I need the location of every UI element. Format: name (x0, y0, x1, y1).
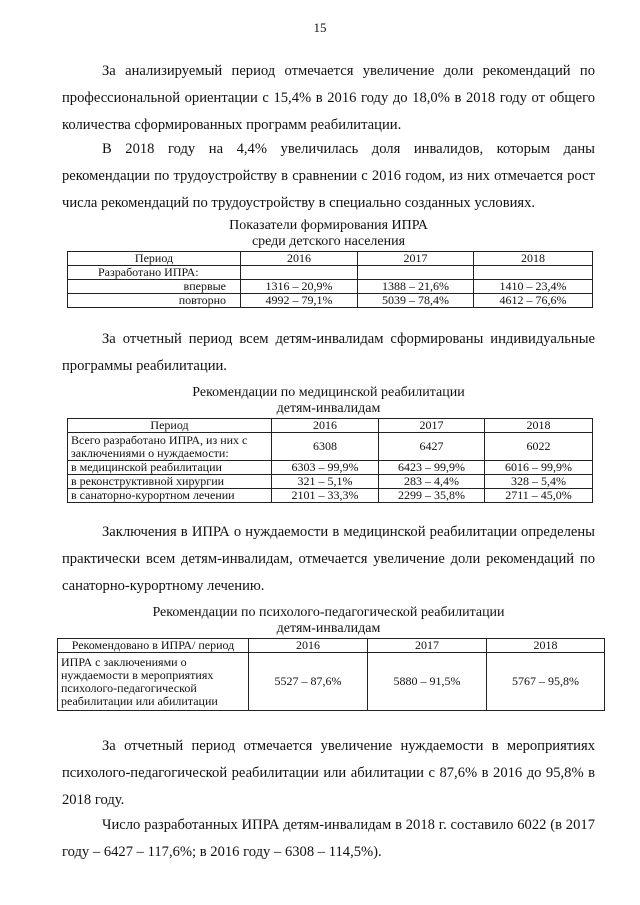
table-cell: повторно (68, 294, 241, 308)
table-header-cell: 2017 (358, 252, 474, 266)
table-row (68, 489, 593, 503)
table-cell: 2101 – 33,3% (272, 489, 379, 503)
table-cell: 5767 – 95,8% (487, 653, 605, 711)
table-medical-rehab (67, 418, 593, 503)
table-cell: 5527 – 87,6% (249, 653, 368, 711)
table-row (68, 461, 593, 475)
table-cell: 1388 – 21,6% (358, 280, 474, 294)
table-cell (241, 266, 358, 280)
table-row (68, 294, 593, 308)
table-header-cell: 2017 (379, 419, 485, 433)
table-subtitle: среди детского населения (251, 234, 406, 249)
table-cell: 4612 – 76,6% (474, 294, 593, 308)
table-cell: 2711 – 45,0% (485, 489, 593, 503)
table-header-cell: 2018 (485, 419, 593, 433)
table-subtitle: детям-инвалидам (276, 621, 381, 636)
table-header-cell: 2017 (368, 639, 487, 653)
table-header-row (68, 252, 593, 266)
table-cell: 4992 – 79,1% (241, 294, 358, 308)
table-cell: 283 – 4,4% (379, 475, 485, 489)
paragraph: Заключения в ИПРА о нуждаемости в медицинской реабилитации определены практически всем детям-инвалидам, отмечается увеличение доли рекомендаций по санаторно-курортному лечению. (62, 524, 595, 594)
table-title: Показатели формирования ИПРА (229, 218, 428, 233)
table-header-row (58, 639, 605, 653)
table-row (68, 280, 593, 294)
table-title: Рекомендации по медицинской реабилитации (192, 385, 465, 400)
table-cell: ИПРА с заключениями о нуждаемости в мероприятиях психолого-педагогической реабилитации или абилитации (58, 653, 249, 711)
table-cell: 5880 – 91,5% (368, 653, 487, 711)
table-cell: 6022 (485, 433, 593, 461)
table-header-cell: 2018 (474, 252, 593, 266)
table-cell: Разработано ИПРА: (68, 266, 241, 280)
paragraph: Число разработанных ИПРА детям-инвалидам в 2018 г. составило 6022 (в 2017 году – 6427 – 117,6%; в 2016 году – 6308 – 114,5%). (62, 817, 595, 860)
table-cell: впервые (68, 280, 241, 294)
table-ipra-children (67, 251, 593, 308)
paragraph: За анализируемый период отмечается увеличение доли рекомендаций по профессиональной ориентации с 15,4% в 2016 году до 18,0% в 2018 году от общего количества сформированных программ реабилитации. (62, 63, 595, 133)
table-cell: 6423 – 99,9% (379, 461, 485, 475)
table-cell: 6303 – 99,9% (272, 461, 379, 475)
table-cell (474, 266, 593, 280)
table-header-cell: 2016 (241, 252, 358, 266)
table-subtitle: детям-инвалидам (276, 401, 381, 416)
table-cell: 6308 (272, 433, 379, 461)
table-cell: в санаторно-курортном лечении (68, 489, 272, 503)
table-title: Рекомендации по психолого-педагогической реабилитации (152, 605, 505, 620)
table-cell: в реконструктивной хирургии (68, 475, 272, 489)
table-cell: 5039 – 78,4% (358, 294, 474, 308)
paragraph: За отчетный период всем детям-инвалидам сформированы индивидуальные программы реабилитации. (62, 331, 595, 374)
table-row (68, 266, 593, 280)
paragraph: В 2018 году на 4,4% увеличилась доля инвалидов, которым даны рекомендации по трудоустройству в сравнении с 2016 годом, из них отмечается рост числа рекомендаций по трудоустройству в специально созданных условиях. (62, 141, 595, 211)
page-number: 15 (313, 20, 327, 35)
table-psych-ped-rehab (57, 638, 605, 711)
table-cell: в медицинской реабилитации (68, 461, 272, 475)
paragraph: За отчетный период отмечается увеличение нуждаемости в мероприятиях психолого-педагогической реабилитации или абилитации с 87,6% в 2016 до 95,8% в 2018 году. (62, 738, 595, 808)
table-cell: 1410 – 23,4% (474, 280, 593, 294)
table-cell: 321 – 5,1% (272, 475, 379, 489)
table-header-cell: 2016 (249, 639, 368, 653)
table-header-row (68, 419, 593, 433)
table-header-cell: Период (68, 252, 241, 266)
table-header-cell: Рекомендовано в ИПРА/ период (58, 639, 249, 653)
table-header-cell: 2018 (487, 639, 605, 653)
table-header-cell: Период (68, 419, 272, 433)
table-row (68, 475, 593, 489)
table-row (68, 433, 593, 461)
table-cell: 328 – 5,4% (485, 475, 593, 489)
table-cell: 6427 (379, 433, 485, 461)
table-cell: 6016 – 99,9% (485, 461, 593, 475)
table-cell: 1316 – 20,9% (241, 280, 358, 294)
table-header-cell: 2016 (272, 419, 379, 433)
table-cell: 2299 – 35,8% (379, 489, 485, 503)
table-cell (358, 266, 474, 280)
table-row (58, 653, 605, 711)
table-cell: Всего разработано ИПРА, из них с заключениями о нуждаемости: (68, 433, 272, 461)
